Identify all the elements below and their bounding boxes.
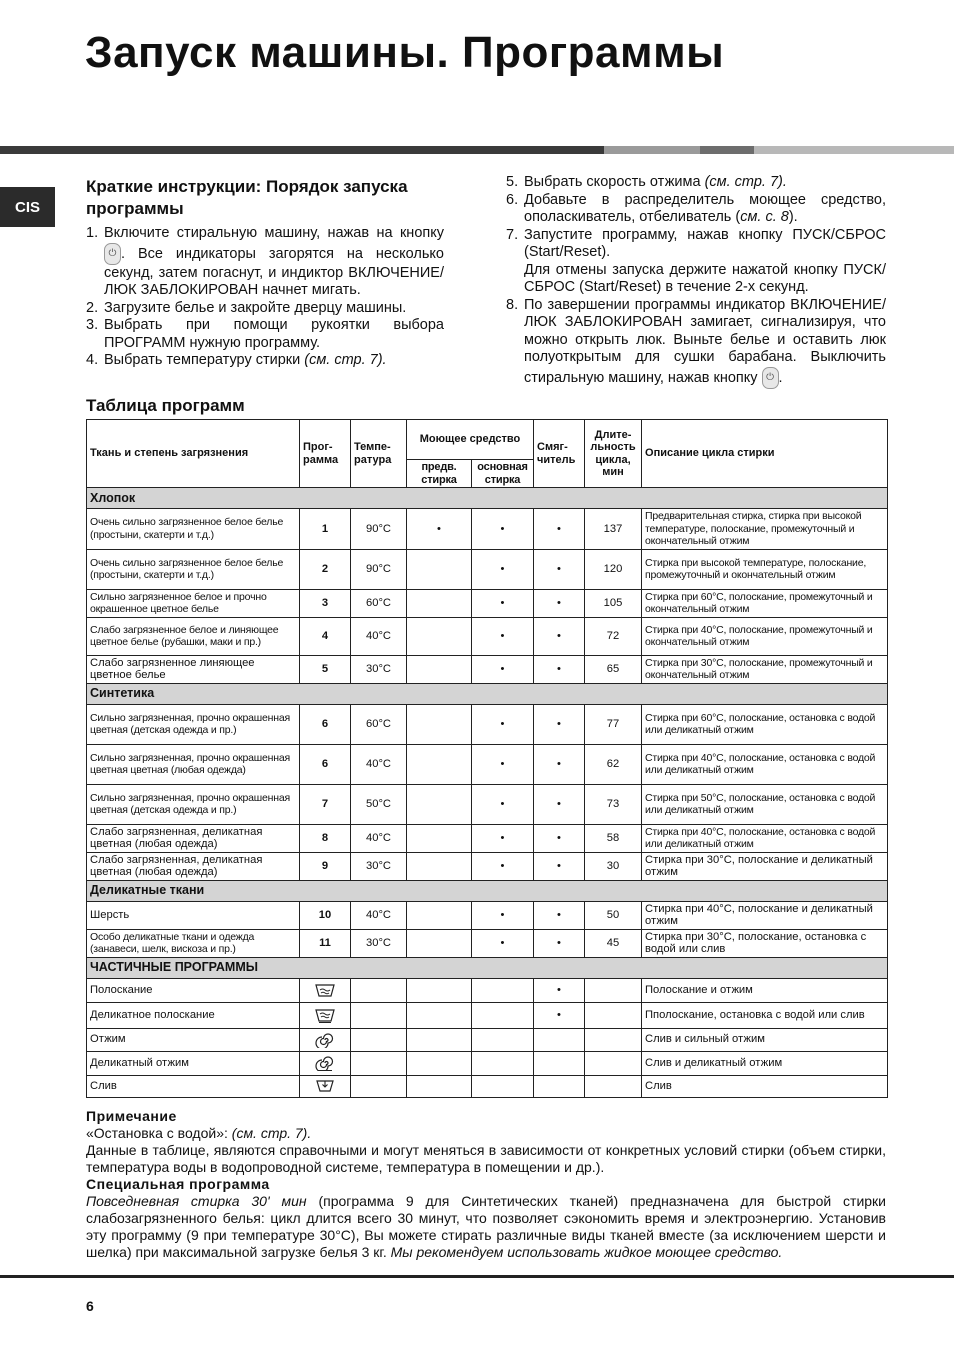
cell-program-symbol [300, 1051, 351, 1075]
section-row [87, 957, 888, 978]
step-8 [506, 297, 886, 389]
cell-fabric: Сильно загрязненная, прочно окрашенная цветная цветная (любая одежда) [87, 744, 300, 784]
cell-temperature: 30°C [351, 655, 407, 683]
cell-softener: • [534, 617, 585, 655]
cell-program: 10 [300, 901, 351, 929]
table-row [87, 589, 888, 617]
cell-prewash [407, 589, 472, 617]
cell-fabric: Особо деликатные ткани и одежда (занавеси, шелк, вискоза и пр.) [87, 929, 300, 957]
header-rule-light-end [754, 146, 954, 154]
cell-prewash [407, 704, 472, 744]
cell-program-symbol [300, 1002, 351, 1028]
cell-softener: • [534, 978, 585, 1002]
step-number: 6. [506, 191, 519, 208]
cell-duration: 58 [585, 824, 642, 852]
cell-description: Слив [642, 1075, 888, 1097]
cell-fabric: Сильно загрязненная, прочно окрашенная цветная (детская одежда и пр.) [87, 784, 300, 824]
header-description: Описание цикла стирки [642, 420, 888, 488]
cell-mainwash [472, 1002, 534, 1028]
table-row [87, 1075, 888, 1097]
step-number: 3. [86, 317, 99, 333]
cell-duration [585, 1028, 642, 1051]
cell-description: Стирка при 50°C, полоскание, остановка с водой или деликатный отжим [642, 784, 888, 824]
section-title: ЧАСТИЧНЫЕ ПРОГРАММЫ [87, 957, 888, 978]
note-text: «Остановка с водой»: [86, 1125, 228, 1141]
cell-temperature: 50°C [351, 784, 407, 824]
cell-fabric: Слив [87, 1075, 300, 1097]
section-title: Хлопок [87, 488, 888, 509]
cell-description: Пполоскание, остановка с водой или слив [642, 1002, 888, 1028]
cell-fabric: Шерсть [87, 901, 300, 929]
cell-fabric: Деликатный отжим [87, 1051, 300, 1075]
cell-program-symbol [300, 978, 351, 1002]
cell-softener: • [534, 655, 585, 683]
header-mainwash: основная стирка [472, 460, 534, 488]
cell-softener: • [534, 589, 585, 617]
cell-mainwash: • [472, 704, 534, 744]
cell-prewash [407, 1051, 472, 1075]
step-text: По завершении программы индикатор ВКЛЮЧЕНИЕ/ЛЮК ЗАБЛОКИРОВАН замигает, сигнализируя, что можно открыть люк. Выньте белье и оставить люк полуоткрытым для сушки барабана. Выключить стиральную машину, нажав кнопку [524, 296, 886, 386]
power-button-icon: ⏻ [104, 243, 121, 265]
special-program-text [86, 1193, 886, 1261]
cell-description: Стирка при 60°C, полоскание, остановка с водой или деликатный отжим [642, 704, 888, 744]
cell-prewash [407, 978, 472, 1002]
page-title: Запуск машины. Программы [85, 28, 725, 77]
step-1 [86, 225, 444, 300]
step-text: Загрузите белье и закройте дверцу машины. [104, 299, 407, 316]
cell-duration: 50 [585, 901, 642, 929]
cell-prewash [407, 1028, 472, 1051]
cell-description: Стирка при 40°C, полоскание, остановка с водой или деликатный отжим [642, 824, 888, 852]
table-row [87, 901, 888, 929]
cell-mainwash: • [472, 744, 534, 784]
cell-prewash [407, 1002, 472, 1028]
cell-softener: • [534, 852, 585, 880]
region-tab: CIS [0, 187, 55, 227]
cell-prewash [407, 824, 472, 852]
cell-temperature: 90°C [351, 549, 407, 589]
cell-temperature [351, 1075, 407, 1097]
cell-mainwash: • [472, 617, 534, 655]
header-temperature: Темпе-ратура [351, 420, 407, 488]
table-row [87, 704, 888, 744]
program-table-heading: Таблица программ [86, 396, 245, 415]
cell-temperature: 40°C [351, 901, 407, 929]
table-row [87, 549, 888, 589]
cell-fabric: Очень сильно загрязненное белое белье (простыни, скатерти и т.д.) [87, 509, 300, 550]
cell-program: 7 [300, 784, 351, 824]
note-line-1 [86, 1125, 886, 1142]
cell-fabric: Очень сильно загрязненное белое белье (простыни, скатерти и т.д.) [87, 549, 300, 589]
cell-fabric: Слабо загрязненная, деликатная цветная (любая одежда) [87, 852, 300, 880]
step-text: Выбрать при помощи рукоятки выбора ПРОГРАММ нужную программу. [104, 317, 444, 351]
cell-temperature [351, 978, 407, 1002]
cell-fabric: Слабо загрязненное линяющее цветное белье [87, 655, 300, 683]
cell-temperature [351, 1002, 407, 1028]
delicate-spin-icon [314, 1055, 336, 1071]
cell-softener: • [534, 744, 585, 784]
cell-description: Слив и сильный отжим [642, 1028, 888, 1051]
cell-program-symbol [300, 1075, 351, 1097]
cell-softener: • [534, 784, 585, 824]
cell-description: Стирка при 30°C, полоскание и деликатный отжим [642, 852, 888, 880]
steps-list-right [506, 174, 886, 389]
cell-prewash [407, 1075, 472, 1097]
cell-program: 9 [300, 852, 351, 880]
step-text: Запустите программу, нажав кнопку ПУСК/СБРОС (Start/Reset). [524, 226, 886, 260]
step-number: 1. [86, 225, 99, 241]
note-heading: Примечание [86, 1108, 177, 1124]
spin-icon [314, 1032, 336, 1048]
table-row [87, 978, 888, 1002]
page-reference: (см. стр. 7). [304, 352, 387, 368]
cell-description: Слив и деликатный отжим [642, 1051, 888, 1075]
cell-program: 1 [300, 509, 351, 550]
program-table-body [87, 488, 888, 1098]
cell-mainwash: • [472, 784, 534, 824]
cell-prewash: • [407, 509, 472, 550]
cell-temperature [351, 1051, 407, 1075]
cell-description: Стирка при 40°C, полоскание и деликатный отжим [642, 901, 888, 929]
header-rule-light [604, 146, 700, 154]
cell-temperature [351, 1028, 407, 1051]
step-3 [86, 317, 444, 352]
cell-temperature: 30°C [351, 929, 407, 957]
header-softener: Смяг-читель [534, 420, 585, 488]
cell-mainwash: • [472, 549, 534, 589]
step-text: Выбрать скорость отжима [524, 174, 701, 190]
table-row [87, 852, 888, 880]
header-fabric: Ткань и степень загрязнения [87, 420, 300, 488]
note-line-2: Данные в таблице, являются справочными и могут меняться в зависимости от конкретных условий стирки (объем стирки, температура воды в водопроводной системе, температура в помещении и др.). [86, 1142, 886, 1175]
cell-duration: 62 [585, 744, 642, 784]
cell-description: Стирка при 30°C, полоскание, промежуточный и окончательный отжим [642, 655, 888, 683]
cell-mainwash: • [472, 509, 534, 550]
cell-mainwash [472, 1075, 534, 1097]
table-row [87, 744, 888, 784]
cell-mainwash: • [472, 901, 534, 929]
cell-softener: • [534, 509, 585, 550]
cell-duration: 65 [585, 655, 642, 683]
table-row [87, 1028, 888, 1051]
table-row [87, 824, 888, 852]
special-program-body: (программа 9 для Синтетических тканей) предназначена для быстрой стирки слабозагрязненного белья: цикл длится всего 30 минут, что позволяет сэкономить время и электроэнергию. Установив эту программу (9 при температуре 30°C), Вы можете стирать различные виды тканей вместе (за исключением шерсти и шелка) при максимальной загрузке белья 3 кг. [86, 1193, 886, 1260]
header-rule-dark [0, 146, 604, 154]
step-number: 5. [506, 174, 519, 190]
cell-program: 6 [300, 744, 351, 784]
step-4 [86, 352, 444, 370]
step-5 [506, 174, 886, 192]
cell-prewash [407, 655, 472, 683]
quick-instructions-heading: Краткие инструкции: Порядок запуска программы [86, 177, 408, 218]
step-text-tail: ). [788, 209, 798, 225]
cell-fabric: Сильно загрязненное белое и прочно окрашенное цветное белье [87, 589, 300, 617]
table-row [87, 784, 888, 824]
step-number: 7. [506, 226, 519, 243]
special-program-heading: Специальная программа [86, 1176, 270, 1192]
step-text: Выбрать температуру стирки [104, 352, 301, 368]
cell-fabric: Деликатное полоскание [87, 1002, 300, 1028]
table-row [87, 655, 888, 683]
step-number: 8. [506, 296, 519, 313]
section-row [87, 683, 888, 704]
header-detergent: Моющее средство [407, 420, 534, 460]
cell-program: 2 [300, 549, 351, 589]
cell-prewash [407, 744, 472, 784]
cell-duration: 73 [585, 784, 642, 824]
rinse-icon [314, 982, 336, 998]
cell-program: 4 [300, 617, 351, 655]
cell-prewash [407, 617, 472, 655]
step-text-cont: . [778, 369, 783, 386]
step-text: Добавьте в распределитель моющее средство, ополаскиватель, отбеливатель ( [524, 191, 886, 225]
cell-program: 8 [300, 824, 351, 852]
cell-prewash [407, 929, 472, 957]
cell-program-symbol [300, 1028, 351, 1051]
step-text-cancel: Для отмены запуска держите нажатой кнопку ПУСК/СБРОС (Start/Reset) в течение 2-х секунд. [524, 261, 886, 295]
cell-prewash [407, 901, 472, 929]
power-button-icon: ⏻ [762, 367, 779, 389]
cell-fabric: Полоскание [87, 978, 300, 1002]
table-row [87, 617, 888, 655]
cell-temperature: 60°C [351, 589, 407, 617]
cell-softener: • [534, 1002, 585, 1028]
header-duration: Длите-льность цикла, мин [585, 420, 642, 488]
cell-program: 5 [300, 655, 351, 683]
cell-duration [585, 1075, 642, 1097]
cell-description: Стирка при 40°C, полоскание, остановка с водой или деликатный отжим [642, 744, 888, 784]
cell-temperature: 40°C [351, 744, 407, 784]
cell-softener: • [534, 824, 585, 852]
special-program-recommendation: Мы рекомендуем использовать жидкое моющее средство. [390, 1244, 783, 1260]
cell-program: 11 [300, 929, 351, 957]
cell-description: Стирка при высокой температуре, полоскание, промежуточный и окончательный отжим [642, 549, 888, 589]
cell-temperature: 40°C [351, 824, 407, 852]
cell-softener: • [534, 929, 585, 957]
page-reference: см. с. 8 [740, 209, 789, 225]
cell-softener [534, 1051, 585, 1075]
steps-list-left [86, 225, 444, 370]
section-title: Синтетика [87, 683, 888, 704]
cell-description: Стирка при 60°C, полоскание, промежуточный и окончательный отжим [642, 589, 888, 617]
cell-duration [585, 978, 642, 1002]
step-text: Включите стиральную машину, нажав на кнопку [104, 225, 444, 241]
cell-mainwash: • [472, 824, 534, 852]
table-row [87, 929, 888, 957]
cell-prewash [407, 852, 472, 880]
special-program-name: Повседневная стирка 30' мин [86, 1193, 307, 1209]
cell-fabric: Слабо загрязненное белое и линяющее цветное белье (рубашки, маки и пр.) [87, 617, 300, 655]
cell-softener: • [534, 549, 585, 589]
cell-softener: • [534, 704, 585, 744]
page-number: 6 [86, 1298, 94, 1314]
cell-duration: 30 [585, 852, 642, 880]
step-2 [86, 300, 444, 318]
header-program: Прог-рамма [300, 420, 351, 488]
cell-duration: 120 [585, 549, 642, 589]
step-number: 2. [86, 299, 99, 316]
cell-fabric: Отжим [87, 1028, 300, 1051]
cell-program: 6 [300, 704, 351, 744]
cell-duration [585, 1051, 642, 1075]
cell-duration: 45 [585, 929, 642, 957]
cell-mainwash [472, 1051, 534, 1075]
cell-mainwash: • [472, 589, 534, 617]
cell-duration: 72 [585, 617, 642, 655]
notes-block [86, 1108, 886, 1261]
page-reference: (см. стр. 7). [231, 1125, 312, 1141]
cell-prewash [407, 784, 472, 824]
section-row [87, 488, 888, 509]
step-text-cont: . Все индикаторы загорятся на несколько секунд, затем погаснут, и индиктор ВКЛЮЧЕНИЕ/ЛЮК ЗАБЛОКИРОВАН начнет мигать. [104, 245, 444, 298]
step-number: 4. [86, 352, 99, 368]
cell-mainwash [472, 978, 534, 1002]
step-6 [506, 192, 886, 227]
cell-program: 3 [300, 589, 351, 617]
cell-description: Стирка при 40°C, полоскание, промежуточный и окончательный отжим [642, 617, 888, 655]
cell-mainwash: • [472, 655, 534, 683]
cell-duration [585, 1002, 642, 1028]
cell-fabric: Слабо загрязненная, деликатная цветная (любая одежда) [87, 824, 300, 852]
cell-description: Предварительная стирка, стирка при высокой температуре, полоскание, промежуточный и окончательный отжим [642, 509, 888, 550]
header-prewash: предв. стирка [407, 460, 472, 488]
section-row [87, 880, 888, 901]
table-row [87, 1051, 888, 1075]
step-7 [506, 227, 886, 297]
program-table [86, 419, 888, 1098]
table-row [87, 1002, 888, 1028]
cell-softener [534, 1028, 585, 1051]
section-title: Деликатные ткани [87, 880, 888, 901]
drain-icon [314, 1078, 336, 1094]
cell-duration: 77 [585, 704, 642, 744]
table-row [87, 509, 888, 550]
footer-rule [0, 1275, 954, 1278]
delicate-rinse-icon [314, 1007, 336, 1023]
cell-mainwash [472, 1028, 534, 1051]
cell-temperature: 90°C [351, 509, 407, 550]
cell-softener [534, 1075, 585, 1097]
cell-mainwash: • [472, 852, 534, 880]
cell-temperature: 40°C [351, 617, 407, 655]
cell-softener: • [534, 901, 585, 929]
cell-duration: 137 [585, 509, 642, 550]
cell-fabric: Сильно загрязненная, прочно окрашенная цветная (детская одежда и пр.) [87, 704, 300, 744]
cell-mainwash: • [472, 929, 534, 957]
page-reference: (см. стр. 7). [704, 174, 787, 190]
cell-temperature: 30°C [351, 852, 407, 880]
cell-description: Стирка при 30°C, полоскание, остановка с водой или слив [642, 929, 888, 957]
header-rule-mid [700, 146, 754, 154]
cell-prewash [407, 549, 472, 589]
cell-temperature: 60°C [351, 704, 407, 744]
cell-duration: 105 [585, 589, 642, 617]
cell-description: Полоскание и отжим [642, 978, 888, 1002]
